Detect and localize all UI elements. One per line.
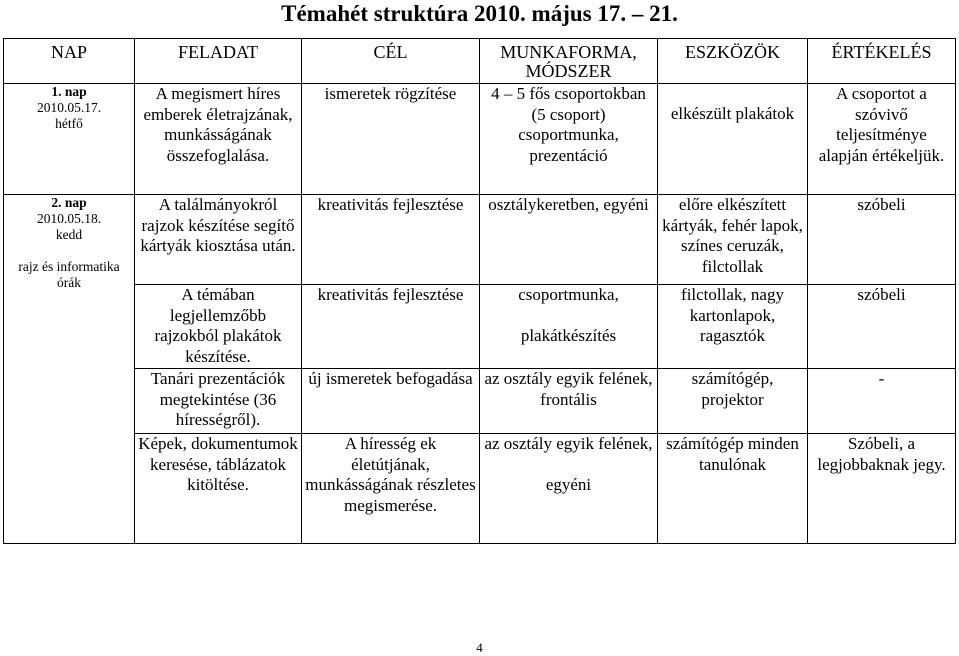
- eszkozok-cell: számítógép, projektor: [658, 369, 808, 434]
- feladat-cell: Tanári prezentációk megtekintése (36 hírességről).: [135, 369, 302, 434]
- schedule-table: [3, 38, 956, 544]
- page-title: Témahét struktúra 2010. május 17. – 21.: [281, 1, 678, 26]
- feladat-cell: A találmányokról rajzok készítése segítő kártyák kiosztása után.: [135, 195, 302, 285]
- table-row: [4, 84, 956, 195]
- ertekeles-cell: A csoportot a szóvivő teljesítménye alapján értékeljük.: [808, 84, 956, 195]
- table-row: [4, 369, 956, 434]
- page-number: 4: [476, 640, 483, 655]
- cel-cell: kreativitás fejlesztése: [302, 285, 480, 369]
- munkaforma-line: csoportmunka,: [518, 285, 619, 304]
- day-subject: rajz és informatika órák: [18, 259, 120, 290]
- day-date: 2010.05.17.: [36, 100, 102, 115]
- ertekeles-cell: Szóbeli, a legjobbaknak jegy.: [808, 434, 956, 544]
- cel-cell: ismeretek rögzítése: [302, 84, 480, 195]
- munkaforma-cell: 4 – 5 fős csoportokban (5 csoport) csoportmunka, prezentáció: [480, 84, 658, 195]
- day-label: 1. nap: [51, 84, 87, 99]
- feladat-cell: A megismert híres emberek életrajzának, munkásságának összefoglalása.: [135, 84, 302, 195]
- eszkozok-cell: számítógép minden tanulónak: [658, 434, 808, 544]
- table-row: [4, 285, 956, 369]
- day-label: 2. nap: [51, 195, 87, 210]
- munkaforma-line: egyéni: [545, 474, 592, 494]
- eszkozok-cell: filctollak, nagy kartonlapok, ragasztók: [658, 285, 808, 369]
- eszkozok-text: elkészült plakátok: [670, 104, 795, 123]
- table-row: [4, 195, 956, 285]
- header-nap: NAP: [4, 39, 135, 84]
- ertekeles-cell: -: [808, 369, 956, 434]
- header-row: [4, 39, 956, 84]
- header-cel: CÉL: [302, 39, 480, 84]
- cel-cell: új ismeretek befogadása: [302, 369, 480, 434]
- ertekeles-cell: szóbeli: [808, 285, 956, 369]
- cel-cell: kreativitás fejlesztése: [302, 195, 480, 285]
- day-date: 2010.05.18.: [36, 211, 102, 226]
- eszkozok-cell: előre elkészített kártyák, fehér lapok, színes ceruzák, filctollak: [658, 195, 808, 285]
- day-weekday: kedd: [55, 227, 83, 242]
- header-feladat: FELADAT: [135, 39, 302, 84]
- munkaforma-cell: osztálykeretben, egyéni: [480, 195, 658, 285]
- cel-cell: A híresség ek életútjának, munkásságának részletes megismerése.: [302, 434, 480, 544]
- feladat-cell: Képek, dokumentumok keresése, táblázatok kitöltése.: [135, 434, 302, 544]
- munkaforma-cell: az osztály egyik felének, frontális: [480, 369, 658, 434]
- day-cell: [4, 195, 135, 544]
- day-weekday: hétfő: [55, 116, 83, 131]
- day-cell: [4, 84, 135, 195]
- munkaforma-cell: [480, 434, 658, 544]
- feladat-cell: A témában legjellemzőbb rajzokból plakátok készítése.: [135, 285, 302, 369]
- header-eszkozok: ESZKÖZÖK: [658, 39, 808, 84]
- munkaforma-line: plakátkészítés: [520, 325, 617, 345]
- header-ertekeles: ÉRTÉKELÉS: [808, 39, 956, 84]
- munkaforma-cell: [480, 285, 658, 369]
- ertekeles-cell: szóbeli: [808, 195, 956, 285]
- table-row: [4, 434, 956, 544]
- header-munkaforma: MUNKAFORMA, MÓDSZER: [480, 39, 658, 84]
- eszkozok-cell: [658, 84, 808, 195]
- munkaforma-line: az osztály egyik felének,: [484, 434, 653, 453]
